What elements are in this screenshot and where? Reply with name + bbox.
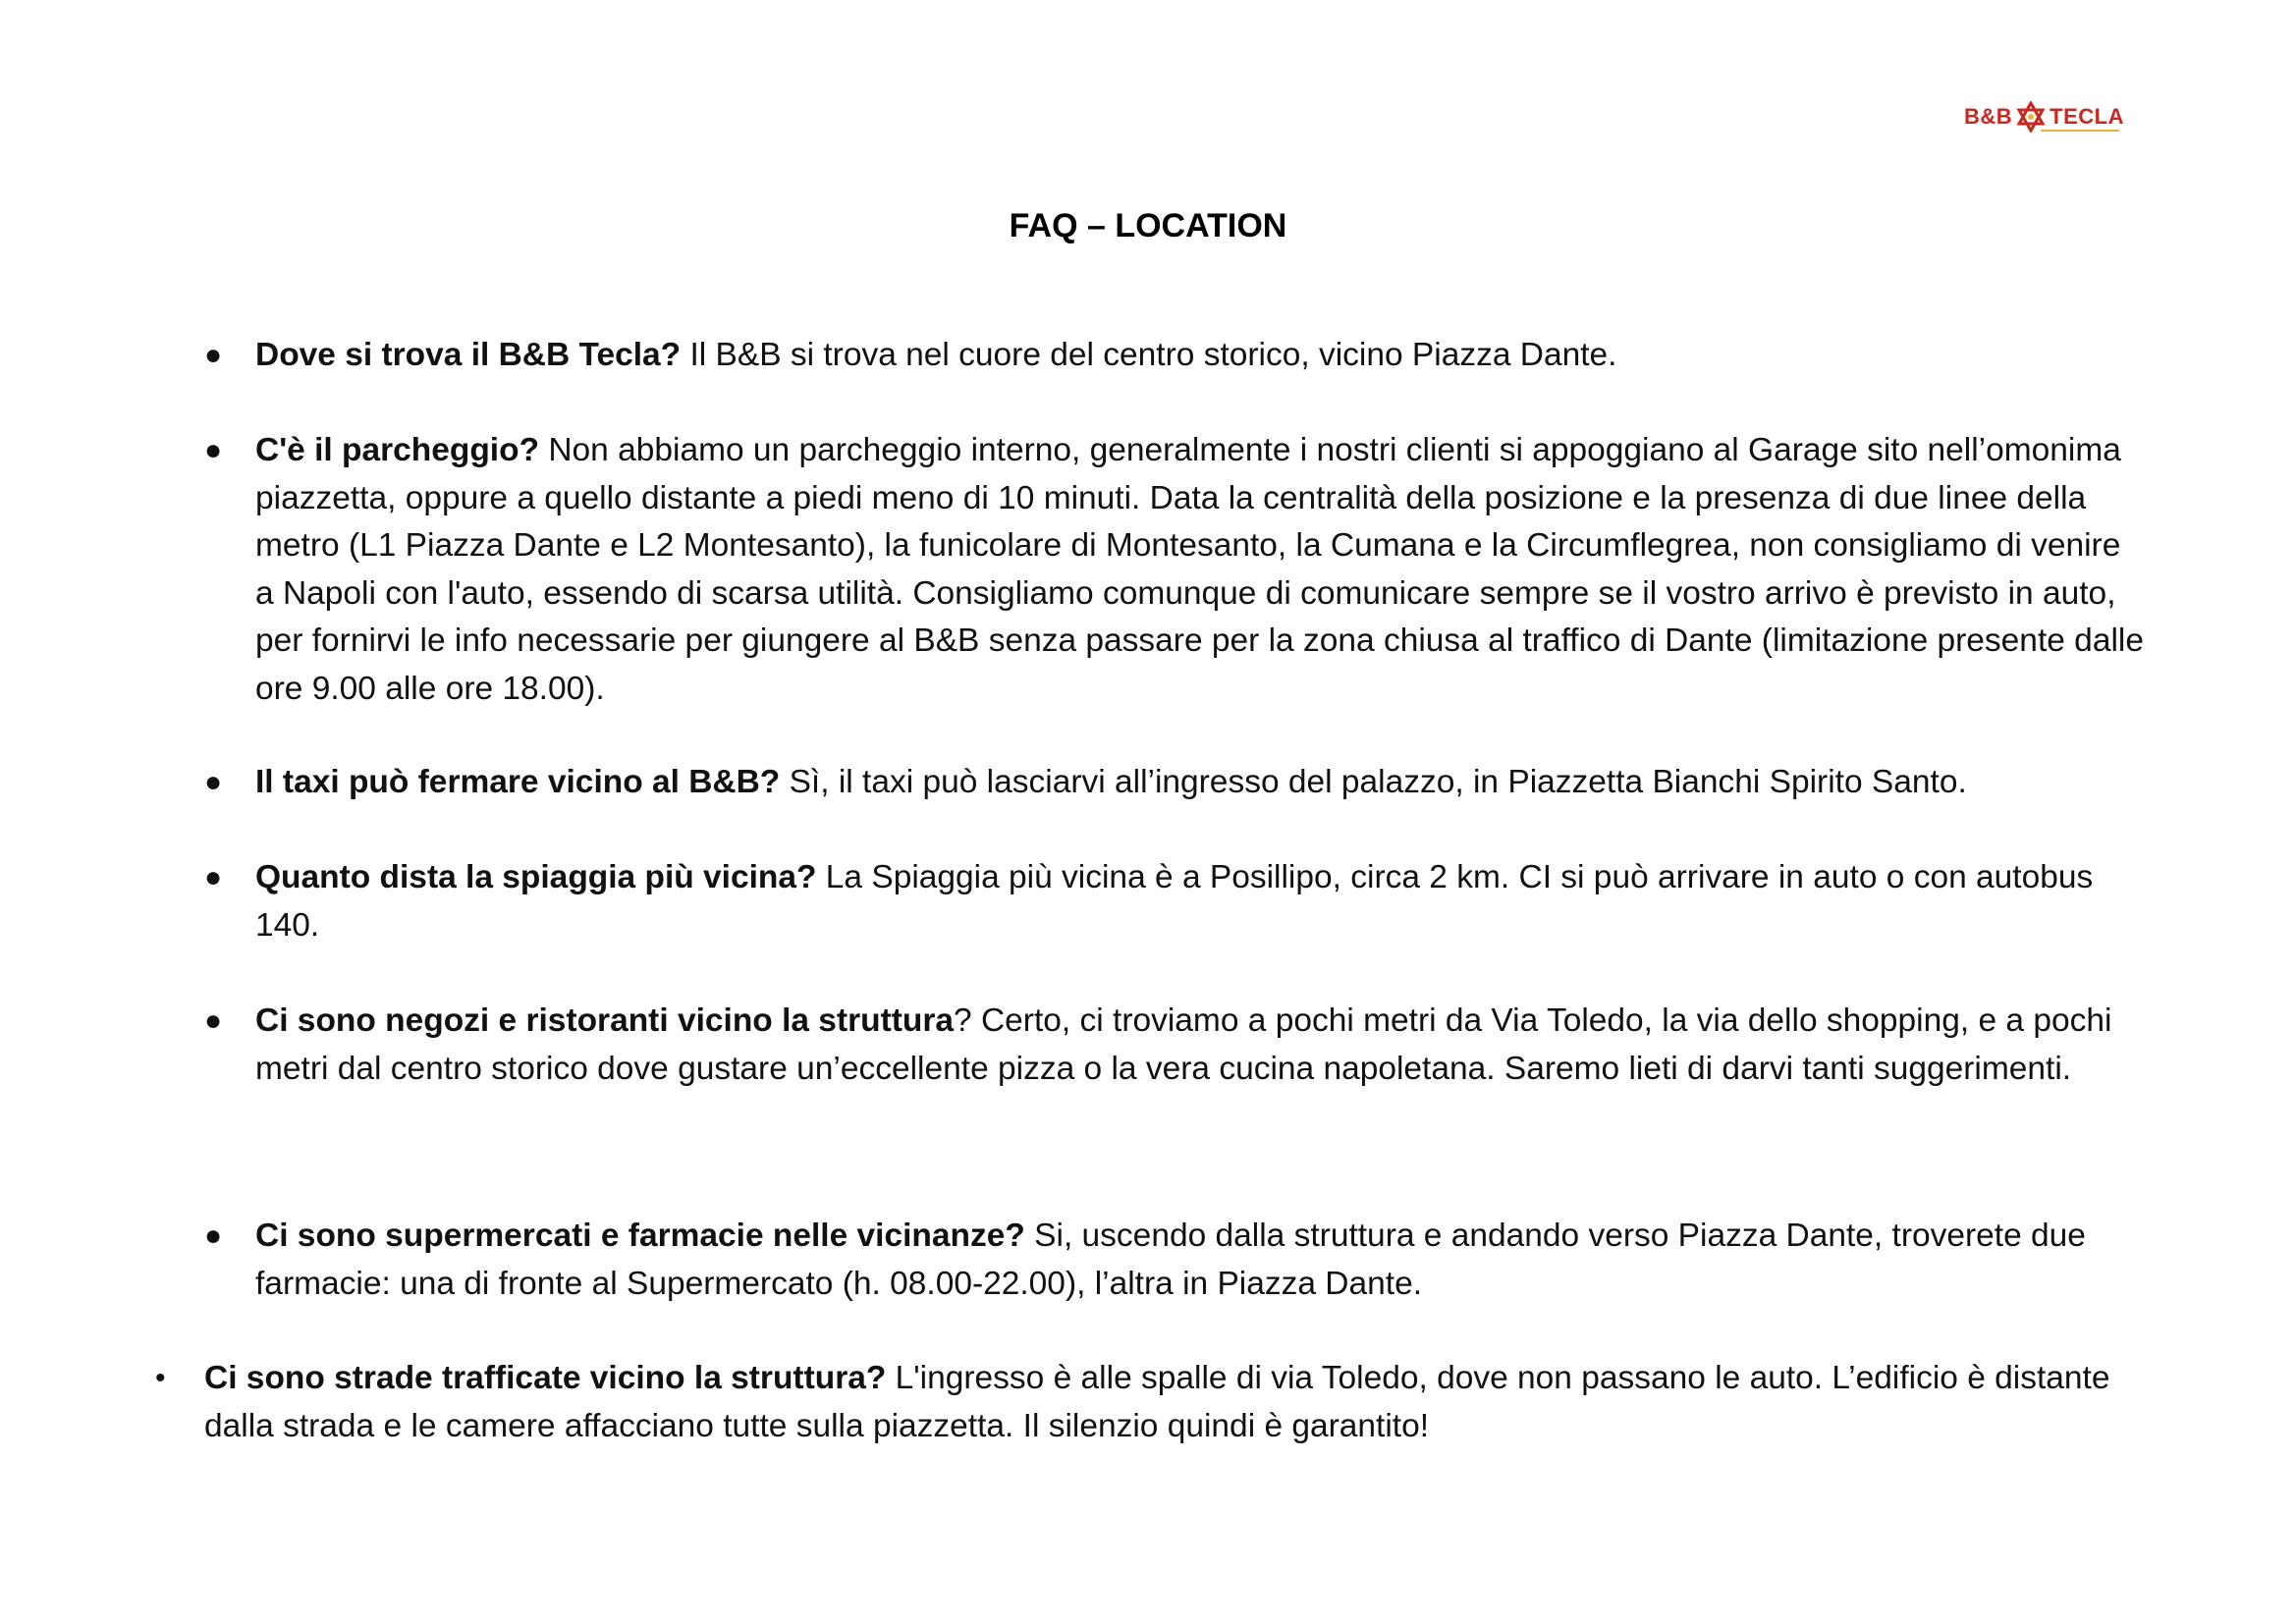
faq-item-beach bbox=[204, 854, 2146, 949]
faq-question: C'è il parcheggio? bbox=[255, 432, 540, 468]
faq-question: Ci sono negozi e ristoranti vicino la struttura bbox=[255, 1002, 955, 1039]
faq-answer: Il B&B si trova nel cuore del centro storico, vicino Piazza Dante. bbox=[681, 337, 1617, 373]
brand-logo bbox=[1964, 100, 2124, 134]
faq-answer: Non abbiamo un parcheggio interno, generalmente i nostri clienti si appoggiano al Garage sito nell’omonima piazzetta, oppure a quello distante a piedi meno di 10 minuti. Data la centralità della posizione e la presenza di due linee della metro (L1 Piazza Dante e L2 Montesanto), la funicolare di Montesanto, la Cumana e la Circumflegrea, non consigliamo di venire a Napoli con l'auto, essendo di scarsa utilità. Consigliamo comunque di comunicare sempre se il vostro arrivo è previsto in auto, per fornirvi le info necessarie per giungere al B&B senza passare per la zona chiusa al traffico di Dante (limitazione presente dalle ore 9.00 alle ore 18.00). bbox=[255, 432, 2144, 707]
faq-answer: L'ingresso è alle spalle di via Toledo, dove non passano le auto. L’edificio è distante dalla strada e le camere affacciano tutte sulla piazzetta. Il silenzio quindi è garantito! bbox=[204, 1360, 2110, 1444]
faq-item-location bbox=[204, 332, 2146, 380]
bullet-icon: ● bbox=[204, 1004, 223, 1037]
page-title: FAQ – LOCATION bbox=[1009, 207, 1287, 244]
faq-item-taxi bbox=[204, 759, 2146, 807]
faq-question: Quanto dista la spiaggia più vicina? bbox=[255, 859, 817, 895]
logo-text-tecla: TECLA bbox=[2050, 104, 2124, 129]
bullet-icon: ● bbox=[204, 1219, 223, 1252]
faq-question: Ci sono supermercati e farmacie nelle vicinanze? bbox=[255, 1218, 1025, 1254]
faq-answer: Sì, il taxi può lasciarvi all’ingresso del palazzo, in Piazzetta Bianchi Spirito Santo. bbox=[780, 764, 1967, 800]
bullet-icon: ● bbox=[204, 339, 223, 371]
faq-item-supermarkets bbox=[204, 1213, 2146, 1308]
faq-answer: La Spiaggia più vicina è a Posillipo, circa 2 km. CI si può arrivare in auto o con autobus 140. bbox=[255, 859, 2094, 944]
star-of-david-logo-icon bbox=[2015, 101, 2047, 133]
faq-question: Ci sono strade trafficate vicino la struttura? bbox=[204, 1360, 887, 1396]
faq-question: Il taxi può fermare vicino al B&B? bbox=[255, 764, 781, 800]
logo-underline bbox=[2041, 130, 2119, 132]
bullet-icon: • bbox=[155, 1362, 166, 1394]
faq-item-traffic bbox=[155, 1355, 2149, 1450]
faq-question: Dove si trova il B&B Tecla? bbox=[255, 337, 682, 373]
faq-answer: Si, uscendo dalla struttura e andando verso Piazza Dante, troverete due farmacie: una di fronte al Supermercato (h. 08.00-22.00), l’altra in Piazza Dante. bbox=[255, 1218, 2086, 1302]
faq-item-parking bbox=[204, 427, 2146, 713]
bullet-icon: ● bbox=[204, 766, 223, 798]
bullet-icon: ● bbox=[204, 861, 223, 893]
faq-item-shops bbox=[204, 998, 2146, 1093]
faq-answer: ? Certo, ci troviamo a pochi metri da Via Toledo, la via dello shopping, e a pochi metri dal centro storico dove gustare un’eccellente pizza o la vera cucina napoletana. Saremo lieti di darvi tanti suggerimenti. bbox=[255, 1002, 2112, 1087]
bullet-icon: ● bbox=[204, 434, 223, 466]
logo-text-bb: B&B bbox=[1964, 104, 2013, 129]
